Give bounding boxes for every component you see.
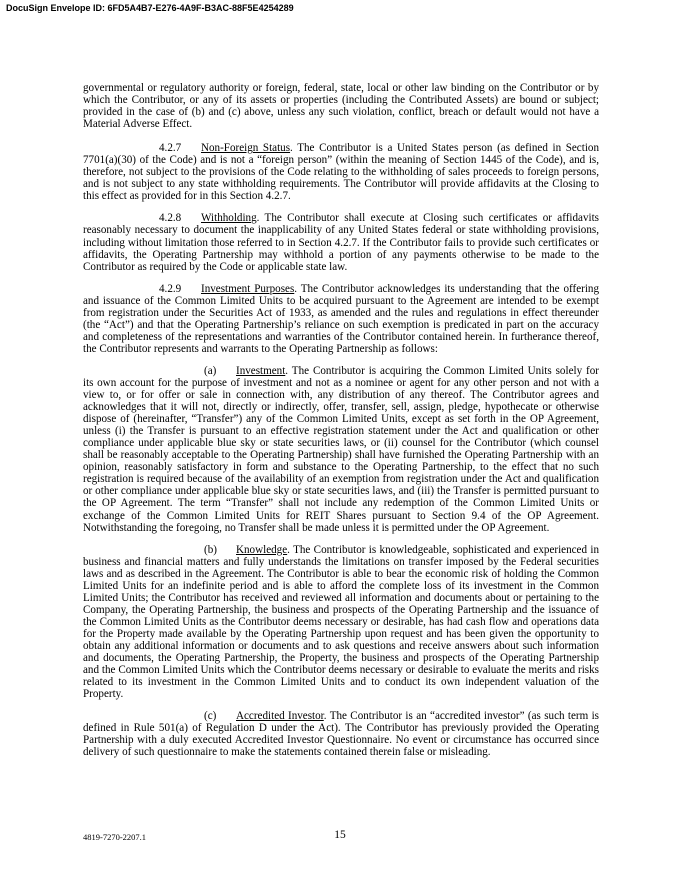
- section-4-2-9: [83, 283, 599, 355]
- page-number: 15: [334, 829, 346, 841]
- subsection-heading: Accredited Investor: [236, 710, 324, 723]
- section-heading: Withholding: [201, 212, 257, 225]
- subsection-number: (a): [204, 364, 217, 377]
- footer-document-id: 4819-7270-2207.1: [83, 832, 147, 842]
- subsection-a: [83, 365, 599, 534]
- section-heading: Investment Purposes: [201, 282, 295, 295]
- subsection-heading: Investment: [236, 364, 286, 377]
- paragraph-continuation: governmental or regulatory authority or foreign, federal, state, local or other law binding on the Contributor or by which the Contributor, or any of its assets or properties (including the Contributed Assets) are bound or subject; provided in the case of (b) and (c) above, unless any such violation, conflict, breach or default would not have a Material Adverse Effect.: [83, 82, 599, 131]
- document-body: [83, 82, 599, 768]
- subsection-number: (b): [204, 543, 217, 556]
- section-text: . The Contributor is a United States person (as defined in Section 7701(a)(30) of the Code) and is not a “foreign person” (within the meaning of Section 1445 of the Code), and is, therefore, not subject to the provisions of the Code relating to the withholding of sales proceeds to foreign persons, and is not subject to any state withholding requirements. The Contributor will provide affidavits at the Closing to this effect as provided for in this Section 4.2.7.: [83, 142, 599, 203]
- section-number: 4.2.7: [159, 142, 182, 155]
- subsection-b: [83, 544, 599, 701]
- subsection-text: . The Contributor is acquiring the Common Limited Units solely for its own account for the purpose of investment and not as a nominee or agent for any other person and not with a view to, or for offer or sale in connection with, any distribution of any thereof. The Contributor agrees and acknowledges that it will not, directly or indirectly, offer, transfer, sell, assign, pledge, hypothecate or otherwise dispose of (hereinafter, “Transfer”) any of the Common Limited Units, except as set forth in the OP Agreement, unless (i) the Transfer is pursuant to an effective registration statement under the Act and qualification or other compliance under applicable blue sky or state securities laws, or (ii) counsel for the Contributor (which counsel shall be reasonably acceptable to the Operating Partnership) shall have furnished the Operating Partnership with an opinion, reasonably satisfactory in form and substance to the Operating Partnership, to the effect that no such registration is required because of the availability of an exemption from registration under the Act and qualification or other compliance under applicable blue sky or state securities laws, and (iii) the Transfer is permitted pursuant to the OP Agreement. The term “Transfer” shall not include any redemption of the Common Limited Units or exchange of the Common Limited Units for REIT Shares pursuant to Section 9.4 of the OP Agreement. Notwithstanding the foregoing, no Transfer shall be made unless it is permitted under the OP Agreement.: [83, 364, 599, 534]
- subsection-heading: Knowledge: [236, 543, 288, 556]
- subsection-text: . The Contributor is an “accredited investor” (as such term is defined in Rule 501(a) of Regulation D under the Act). The Contributor has previously provided the Operating Partnership with a duly executed Accredited Investor Questionnaire. No event or circumstance has occurred since delivery of such questionnaire to make the statements contained therein false or misleading.: [83, 710, 599, 759]
- section-heading: Non-Foreign Status: [201, 142, 291, 155]
- subsection-text: . The Contributor is knowledgeable, sophisticated and experienced in business and financial matters and fully understands the limitations on transfer imposed by the Federal securities laws and as described in the Agreement. The Contributor is able to bear the economic risk of holding the Common Limited Units for an indefinite period and is able to afford the complete loss of its investment in the Common Limited Units; the Contributor has received and reviewed all information and documents about or pertaining to the Company, the Operating Partnership, the business and prospects of the Operating Partnership and the issuance of the Common Limited Units as the Contributor deems necessary or desirable, has had cash flow and operations data for the Property made available by the Operating Partnership upon request and has been given the opportunity to obtain any additional information or documents and to ask questions and receive answers about such information and documents, the Operating Partnership, the Property, the business and prospects of the Operating Partnership and the Common Limited Units which the Contributor deems necessary or desirable to evaluate the merits and risks related to its investment in the Common Limited Units and to conduct its own independent valuation of the Property.: [83, 543, 599, 701]
- section-number: 4.2.9: [159, 282, 182, 295]
- section-4-2-7: [83, 142, 599, 202]
- section-text: . The Contributor acknowledges its understanding that the offering and issuance of the Common Limited Units to be acquired pursuant to the Agreement are intended to be exempt from registration under the Securities Act of 1933, as amended and the rules and regulations in effect thereunder (the “Act”) and that the Operating Partnership’s reliance on such exemption is predicated in part on the accuracy and completeness of the representations and warranties of the Contributor contained herein. In furtherance thereof, the Contributor represents and warrants to the Operating Partnership as follows:: [83, 282, 599, 355]
- docusign-envelope-id: DocuSign Envelope ID: 6FD5A4B7-E276-4A9F-B3AC-88F5E4254289: [6, 3, 294, 13]
- section-text: . The Contributor shall execute at Closing such certificates or affidavits reasonably necessary to document the inapplicability of any United States federal or state withholding provisions, including without limitation those referred to in Section 4.2.7. If the Contributor fails to provide such certificates or affidavits, the Operating Partnership may withhold a portion of any payments otherwise to be made to the Contributor as required by the Code or applicable state law.: [83, 212, 599, 273]
- section-4-2-8: [83, 212, 599, 272]
- section-number: 4.2.8: [159, 212, 182, 225]
- subsection-number: (c): [204, 710, 217, 723]
- subsection-c: [83, 710, 599, 758]
